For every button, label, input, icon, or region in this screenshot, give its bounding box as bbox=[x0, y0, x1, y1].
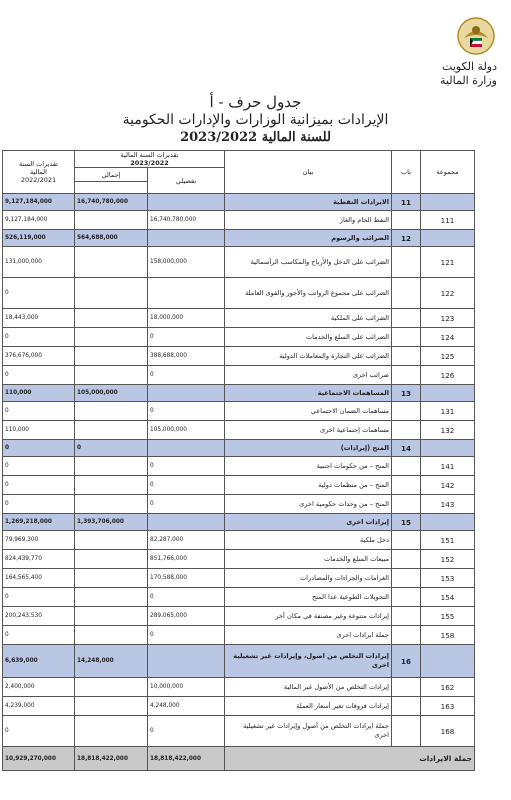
description-cell: مساهمات الضمان الاجتماعي bbox=[225, 402, 392, 421]
group-cell: 154 bbox=[421, 588, 475, 607]
total-cell: 16,740,780,000 bbox=[75, 194, 148, 211]
document-header bbox=[0, 0, 511, 150]
table-row bbox=[3, 366, 475, 385]
prev-estimate-cell: 0 bbox=[3, 366, 75, 385]
total-cell bbox=[75, 495, 148, 514]
prev-estimate-cell: 0 bbox=[3, 457, 75, 476]
detailed-cell: 0 bbox=[148, 476, 225, 495]
table-title: جدول حرف - أ bbox=[209, 93, 302, 111]
total-cell bbox=[75, 278, 148, 309]
group-cell: 141 bbox=[421, 457, 475, 476]
chapter-cell: 15 bbox=[392, 514, 421, 531]
chapter-cell bbox=[392, 531, 421, 550]
detailed-cell bbox=[148, 440, 225, 457]
description-cell: النفط الخام والغاز bbox=[225, 211, 392, 230]
group-cell: 123 bbox=[421, 309, 475, 328]
detailed-cell: 388,688,000 bbox=[148, 347, 225, 366]
total-col-header: إجمالي bbox=[75, 168, 148, 182]
group-cell: 124 bbox=[421, 328, 475, 347]
description-cell: التحويلات الطوعية عدا المنح bbox=[225, 588, 392, 607]
section-row bbox=[3, 230, 475, 247]
detailed-cell: 0 bbox=[148, 716, 225, 747]
chapter-cell bbox=[392, 457, 421, 476]
table-head bbox=[3, 151, 475, 194]
total-col-spacer bbox=[75, 182, 148, 194]
total-cell bbox=[75, 457, 148, 476]
prev-estimate-cell: 526,119,000 bbox=[3, 230, 75, 247]
prev-estimate-cell: 110,000 bbox=[3, 421, 75, 440]
total-cell: 0 bbox=[75, 440, 148, 457]
total-cell: 105,000,000 bbox=[75, 385, 148, 402]
detailed-cell bbox=[148, 385, 225, 402]
prev-estimate-cell: 1,269,218,000 bbox=[3, 514, 75, 531]
prev-estimate-cell: 6,639,000 bbox=[3, 645, 75, 678]
ministry-name: وزارة المالية bbox=[440, 74, 497, 87]
chapter-cell bbox=[392, 626, 421, 645]
section-row bbox=[3, 514, 475, 531]
description-cell: الايرادات النفطية bbox=[225, 194, 392, 211]
description-cell: المنح – من منظمات دولية bbox=[225, 476, 392, 495]
total-cell bbox=[75, 402, 148, 421]
table-subtitle: الإيرادات بميزانية الوزارات والإدارات الحكومية bbox=[122, 112, 389, 128]
table-row bbox=[3, 588, 475, 607]
table-row bbox=[3, 716, 475, 747]
chapter-header: باب bbox=[392, 151, 421, 194]
total-cell bbox=[75, 309, 148, 328]
detailed-cell bbox=[148, 230, 225, 247]
chapter-cell bbox=[392, 678, 421, 697]
chapter-cell bbox=[392, 697, 421, 716]
state-name: دولة الكويت bbox=[442, 60, 497, 73]
chapter-cell bbox=[392, 247, 421, 278]
total-cell bbox=[75, 607, 148, 626]
chapter-cell bbox=[392, 550, 421, 569]
total-cell bbox=[75, 328, 148, 347]
group-cell bbox=[421, 514, 475, 531]
chapter-cell bbox=[392, 347, 421, 366]
description-cell: الضرائب على الدخل والأرباح والمكاسب الرأسمالية bbox=[225, 247, 392, 278]
prev-estimate-cell: 9,127,184,000 bbox=[3, 211, 75, 230]
detailed-cell bbox=[148, 514, 225, 531]
table-row bbox=[3, 626, 475, 645]
table-row bbox=[3, 607, 475, 626]
detailed-cell: 0 bbox=[148, 457, 225, 476]
table-row bbox=[3, 569, 475, 588]
detailed-cell: 158,000,000 bbox=[148, 247, 225, 278]
description-cell: دخل ملكية bbox=[225, 531, 392, 550]
detailed-cell: 16,740,780,000 bbox=[148, 211, 225, 230]
table-row bbox=[3, 495, 475, 514]
prev-estimate-cell: 0 bbox=[3, 716, 75, 747]
section-row bbox=[3, 194, 475, 211]
description-cell: الغرامات والجزاءات والمصادرات bbox=[225, 569, 392, 588]
table-row bbox=[3, 402, 475, 421]
description-cell: الضرائب على السلع والخدمات bbox=[225, 328, 392, 347]
group-cell bbox=[421, 194, 475, 211]
description-cell: إيرادات التخلص من الأصول غير المالية bbox=[225, 678, 392, 697]
total-cell: 1,393,706,000 bbox=[75, 514, 148, 531]
total-cell bbox=[75, 366, 148, 385]
chapter-cell bbox=[392, 476, 421, 495]
chapter-cell: 12 bbox=[392, 230, 421, 247]
group-cell: 122 bbox=[421, 278, 475, 309]
detailed-cell bbox=[148, 645, 225, 678]
section-row bbox=[3, 645, 475, 678]
detailed-cell: 851,766,000 bbox=[148, 550, 225, 569]
prev-estimate-cell: 200,243,530 bbox=[3, 607, 75, 626]
prev-estimate-cell: 9,127,184,000 bbox=[3, 194, 75, 211]
grand-total-label: جملة الايرادات bbox=[225, 747, 475, 771]
description-cell: الضرائب على مجموع الرواتب والأجور والقوى العاملة bbox=[225, 278, 392, 309]
group-cell: 126 bbox=[421, 366, 475, 385]
chapter-cell bbox=[392, 569, 421, 588]
chapter-cell: 16 bbox=[392, 645, 421, 678]
description-cell: الضرائب على التجارة والمعاملات الدولية bbox=[225, 347, 392, 366]
total-cell bbox=[75, 421, 148, 440]
detailed-cell bbox=[148, 194, 225, 211]
total-cell bbox=[75, 678, 148, 697]
chapter-cell bbox=[392, 421, 421, 440]
description-cell: المنح (إيرادات) bbox=[225, 440, 392, 457]
detailed-cell: 18,000,000 bbox=[148, 309, 225, 328]
prev-estimate-cell: 110,000 bbox=[3, 385, 75, 402]
description-header: بيان bbox=[225, 151, 392, 194]
description-cell: إيرادات اخرى bbox=[225, 514, 392, 531]
description-cell: جملة ايرادات التخلص من أصول وإيرادات غير تشغيلية اخرى bbox=[225, 716, 392, 747]
description-cell: المساهمات الاجتماعية bbox=[225, 385, 392, 402]
prev-estimate-cell: 4,239,000 bbox=[3, 697, 75, 716]
chapter-cell: 11 bbox=[392, 194, 421, 211]
table-row bbox=[3, 328, 475, 347]
group-cell: 142 bbox=[421, 476, 475, 495]
chapter-cell bbox=[392, 607, 421, 626]
prev-estimate-cell: 824,439,770 bbox=[3, 550, 75, 569]
description-cell: جملة ايرادات اخرى bbox=[225, 626, 392, 645]
grand-total-detailed-cell: 18,818,422,000 bbox=[148, 747, 225, 771]
prev-estimates-header: تقديرات السنة المالية 2022/2021 bbox=[3, 151, 75, 194]
description-cell: مبيعات السلع والخدمات bbox=[225, 550, 392, 569]
chapter-cell: 13 bbox=[392, 385, 421, 402]
description-cell: المنح – من حكومات اجنبية bbox=[225, 457, 392, 476]
prev-estimate-cell: 0 bbox=[3, 588, 75, 607]
group-cell bbox=[421, 440, 475, 457]
prev-estimate-cell: 0 bbox=[3, 328, 75, 347]
section-row bbox=[3, 385, 475, 402]
prev-estimate-cell: 0 bbox=[3, 476, 75, 495]
prev-estimate-cell: 0 bbox=[3, 440, 75, 457]
chapter-cell bbox=[392, 211, 421, 230]
total-cell bbox=[75, 211, 148, 230]
group-cell: 121 bbox=[421, 247, 475, 278]
table-row bbox=[3, 531, 475, 550]
grand-total-total-cell: 18,818,422,000 bbox=[75, 747, 148, 771]
group-cell: 151 bbox=[421, 531, 475, 550]
table-row bbox=[3, 697, 475, 716]
fiscal-year-line: للسنة المالية 2023/2022 bbox=[180, 130, 331, 145]
total-cell bbox=[75, 476, 148, 495]
description-cell: الضرائب والرسوم bbox=[225, 230, 392, 247]
group-cell: 163 bbox=[421, 697, 475, 716]
group-cell: 158 bbox=[421, 626, 475, 645]
ministry-block bbox=[440, 60, 497, 88]
description-cell: إيرادات متنوعة وغير مصنفة في مكان آخر bbox=[225, 607, 392, 626]
prev-estimate-cell: 0 bbox=[3, 278, 75, 309]
prev-estimate-cell: 0 bbox=[3, 495, 75, 514]
description-cell: مساهمات إجتماعية اخرى bbox=[225, 421, 392, 440]
detailed-cell: 82,287,000 bbox=[148, 531, 225, 550]
current-estimates-header: تقديرات السنة المالية 2023/2022 bbox=[75, 151, 225, 168]
total-cell: 564,688,000 bbox=[75, 230, 148, 247]
chapter-cell bbox=[392, 495, 421, 514]
group-cell: 162 bbox=[421, 678, 475, 697]
group-cell: 153 bbox=[421, 569, 475, 588]
detailed-cell: 0 bbox=[148, 402, 225, 421]
chapter-cell bbox=[392, 588, 421, 607]
description-cell: ضرائب اخرى bbox=[225, 366, 392, 385]
prev-estimate-cell: 164,565,400 bbox=[3, 569, 75, 588]
table-row bbox=[3, 247, 475, 278]
prev-estimate-cell: 131,000,000 bbox=[3, 247, 75, 278]
total-cell bbox=[75, 569, 148, 588]
description-cell: إيرادات فروقات تغير أسعار العملة bbox=[225, 697, 392, 716]
detailed-cell: 0 bbox=[148, 495, 225, 514]
table-row bbox=[3, 309, 475, 328]
table-row bbox=[3, 550, 475, 569]
chapter-cell: 14 bbox=[392, 440, 421, 457]
total-cell: 14,248,000 bbox=[75, 645, 148, 678]
group-header: مجموعة bbox=[421, 151, 475, 194]
group-cell: 155 bbox=[421, 607, 475, 626]
total-cell bbox=[75, 716, 148, 747]
group-cell: 111 bbox=[421, 211, 475, 230]
table-row bbox=[3, 476, 475, 495]
chapter-cell bbox=[392, 309, 421, 328]
total-cell bbox=[75, 626, 148, 645]
description-cell: الضرائب على الملكية bbox=[225, 309, 392, 328]
total-cell bbox=[75, 531, 148, 550]
group-cell bbox=[421, 230, 475, 247]
detailed-cell: 170,588,000 bbox=[148, 569, 225, 588]
table-row bbox=[3, 421, 475, 440]
description-cell: إيرادات التخلص من اصول، وإيرادات غير تشغيلية اخرى bbox=[225, 645, 392, 678]
group-cell: 125 bbox=[421, 347, 475, 366]
total-cell bbox=[75, 247, 148, 278]
table-row bbox=[3, 347, 475, 366]
group-cell: 131 bbox=[421, 402, 475, 421]
total-cell bbox=[75, 550, 148, 569]
group-cell: 132 bbox=[421, 421, 475, 440]
table-row bbox=[3, 211, 475, 230]
detailed-cell: 105,000,000 bbox=[148, 421, 225, 440]
table-row bbox=[3, 278, 475, 309]
detailed-cell: 4,248,000 bbox=[148, 697, 225, 716]
prev-estimate-cell: 0 bbox=[3, 626, 75, 645]
chapter-cell bbox=[392, 328, 421, 347]
detailed-cell: 0 bbox=[148, 588, 225, 607]
detailed-cell bbox=[148, 278, 225, 309]
section-row bbox=[3, 440, 475, 457]
group-cell bbox=[421, 385, 475, 402]
prev-estimate-cell: 18,443,000 bbox=[3, 309, 75, 328]
detailed-cell: 10,000,000 bbox=[148, 678, 225, 697]
description-cell: المنح – من وحدات حكومية اخرى bbox=[225, 495, 392, 514]
chapter-cell bbox=[392, 716, 421, 747]
table-body bbox=[3, 194, 475, 771]
detailed-col-header: تفصيلي bbox=[148, 168, 225, 194]
group-cell: 152 bbox=[421, 550, 475, 569]
group-cell: 143 bbox=[421, 495, 475, 514]
kuwait-emblem-icon bbox=[456, 16, 496, 56]
chapter-cell bbox=[392, 402, 421, 421]
detailed-cell: 0 bbox=[148, 328, 225, 347]
prev-estimate-cell: 79,969,300 bbox=[3, 531, 75, 550]
group-cell: 168 bbox=[421, 716, 475, 747]
detailed-cell: 0 bbox=[148, 366, 225, 385]
table-row bbox=[3, 457, 475, 476]
grand-total-prev-cell: 10,929,270,000 bbox=[3, 747, 75, 771]
table-row bbox=[3, 678, 475, 697]
group-cell bbox=[421, 645, 475, 678]
chapter-cell bbox=[392, 278, 421, 309]
chapter-cell bbox=[392, 366, 421, 385]
prev-estimate-cell: 2,400,000 bbox=[3, 678, 75, 697]
detailed-cell: 0 bbox=[148, 626, 225, 645]
detailed-cell: 289,065,000 bbox=[148, 607, 225, 626]
prev-estimate-cell: 376,676,000 bbox=[3, 347, 75, 366]
total-cell bbox=[75, 697, 148, 716]
grand-total-row bbox=[3, 747, 475, 771]
prev-estimate-cell: 0 bbox=[3, 402, 75, 421]
revenue-table bbox=[2, 150, 475, 771]
total-cell bbox=[75, 588, 148, 607]
total-cell bbox=[75, 347, 148, 366]
